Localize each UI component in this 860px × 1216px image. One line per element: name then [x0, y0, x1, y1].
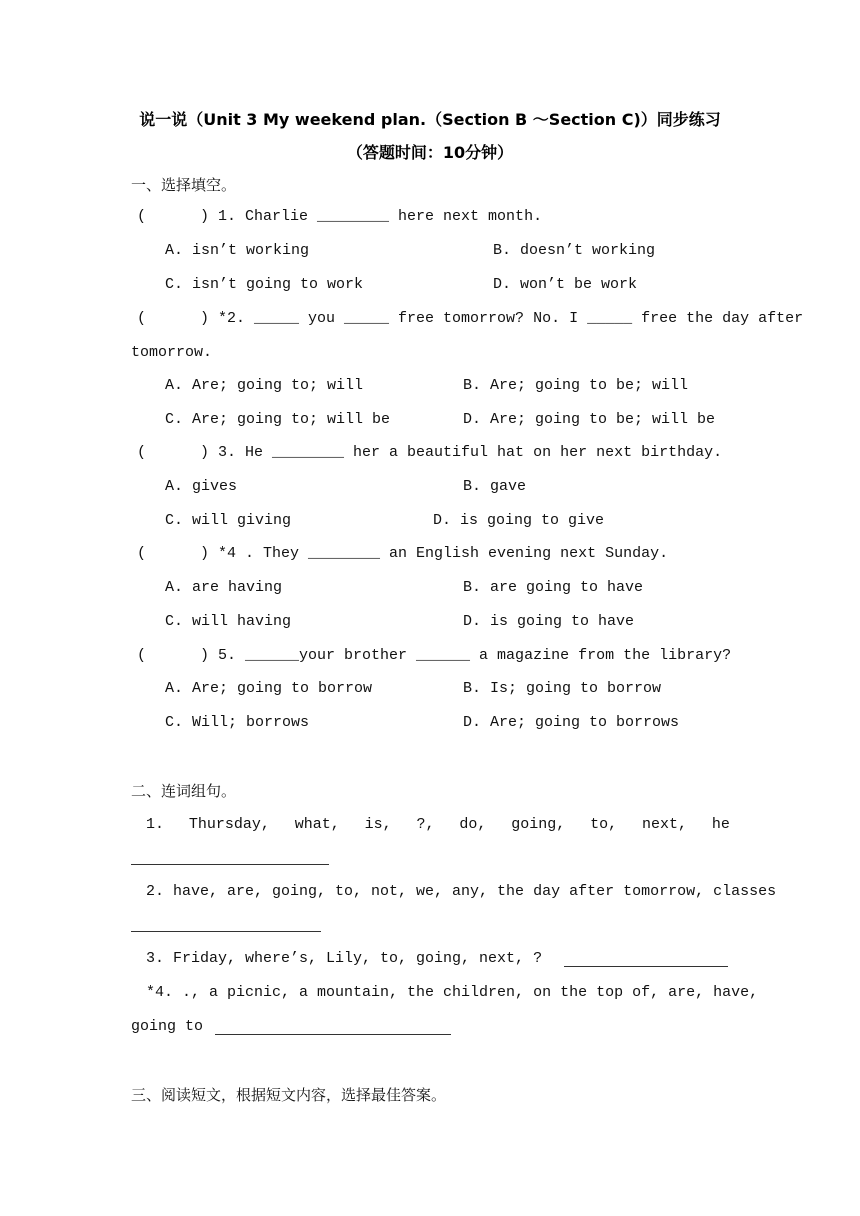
sentence-3-words: 3. Friday, where’s, Lily, to, going, next, ?	[146, 950, 543, 967]
word: next,	[642, 816, 688, 833]
question-4-option-b: B. are going to have	[463, 579, 644, 596]
question-5-option-d: D. Are; going to borrows	[463, 714, 680, 731]
sentence-4-words-continued: going to	[131, 1018, 204, 1035]
section-1-heading: 一、选择填空。	[131, 176, 237, 194]
question-3-stem: ( ) 3. He ________ her a beautiful hat on her next birthday.	[137, 444, 723, 461]
word: to,	[590, 816, 618, 833]
question-2-option-b: B. Are; going to be; will	[463, 377, 689, 394]
word: is,	[364, 816, 392, 833]
word: 1.	[146, 816, 165, 833]
page-subtitle: （答题时间：10分钟）	[346, 143, 514, 162]
answer-line-1[interactable]	[131, 864, 329, 865]
question-2-option-a: A. Are; going to; will	[165, 377, 364, 394]
question-1-option-a: A. isn’t working	[165, 242, 310, 259]
word: he	[711, 816, 730, 833]
question-5-stem: ( ) 5. ______your brother ______ a magazine from the library?	[137, 647, 732, 664]
question-5-option-a: A. Are; going to borrow	[165, 680, 373, 697]
question-2-option-c: C. Are; going to; will be	[165, 411, 391, 428]
word: do,	[459, 816, 487, 833]
question-3-option-d: D. is going to give	[433, 512, 605, 529]
sentence-1-words	[146, 815, 730, 835]
question-4-stem: ( ) *4 . They ________ an English evening next Sunday.	[137, 545, 669, 562]
question-3-option-a: A. gives	[165, 478, 238, 495]
sentence-4-words: *4. ., a picnic, a mountain, the children, on the top of, are, have,	[146, 984, 759, 1001]
sentence-2-words: 2. have, are, going, to, not, we, any, the day after tomorrow, classes	[146, 883, 777, 900]
question-1-option-c: C. isn’t going to work	[165, 276, 364, 293]
question-1-option-b: B. doesn’t working	[493, 242, 656, 259]
word: Thursday,	[188, 816, 270, 833]
section-2-heading: 二、连词组句。	[131, 782, 237, 800]
question-1-option-d: D. won’t be work	[493, 276, 638, 293]
word: ?,	[416, 816, 435, 833]
question-4-option-d: D. is going to have	[463, 613, 635, 630]
word: going,	[511, 816, 566, 833]
word: what,	[294, 816, 340, 833]
answer-line-2[interactable]	[131, 931, 321, 932]
answer-line-3[interactable]	[564, 966, 728, 967]
page-title: 说一说（Unit 3 My weekend plan.（Section B ～Section C)）同步练习	[139, 110, 721, 129]
question-4-option-c: C. will having	[165, 613, 292, 630]
question-4-option-a: A. are having	[165, 579, 283, 596]
section-3-heading: 三、阅读短文，根据短文内容，选择最佳答案。	[131, 1086, 447, 1104]
question-2-stem: ( ) *2. _____ you _____ free tomorrow? No. I _____ free the day after	[137, 310, 804, 327]
question-5-option-b: B. Is; going to borrow	[463, 680, 662, 697]
question-1-stem: ( ) 1. Charlie ________ here next month.	[137, 208, 543, 225]
question-2-stem-continued: tomorrow.	[131, 344, 213, 361]
question-5-option-c: C. Will; borrows	[165, 714, 310, 731]
question-3-option-b: B. gave	[463, 478, 527, 495]
question-3-option-c: C. will giving	[165, 512, 292, 529]
answer-line-4[interactable]	[215, 1034, 451, 1035]
question-2-option-d: D. Are; going to be; will be	[463, 411, 716, 428]
